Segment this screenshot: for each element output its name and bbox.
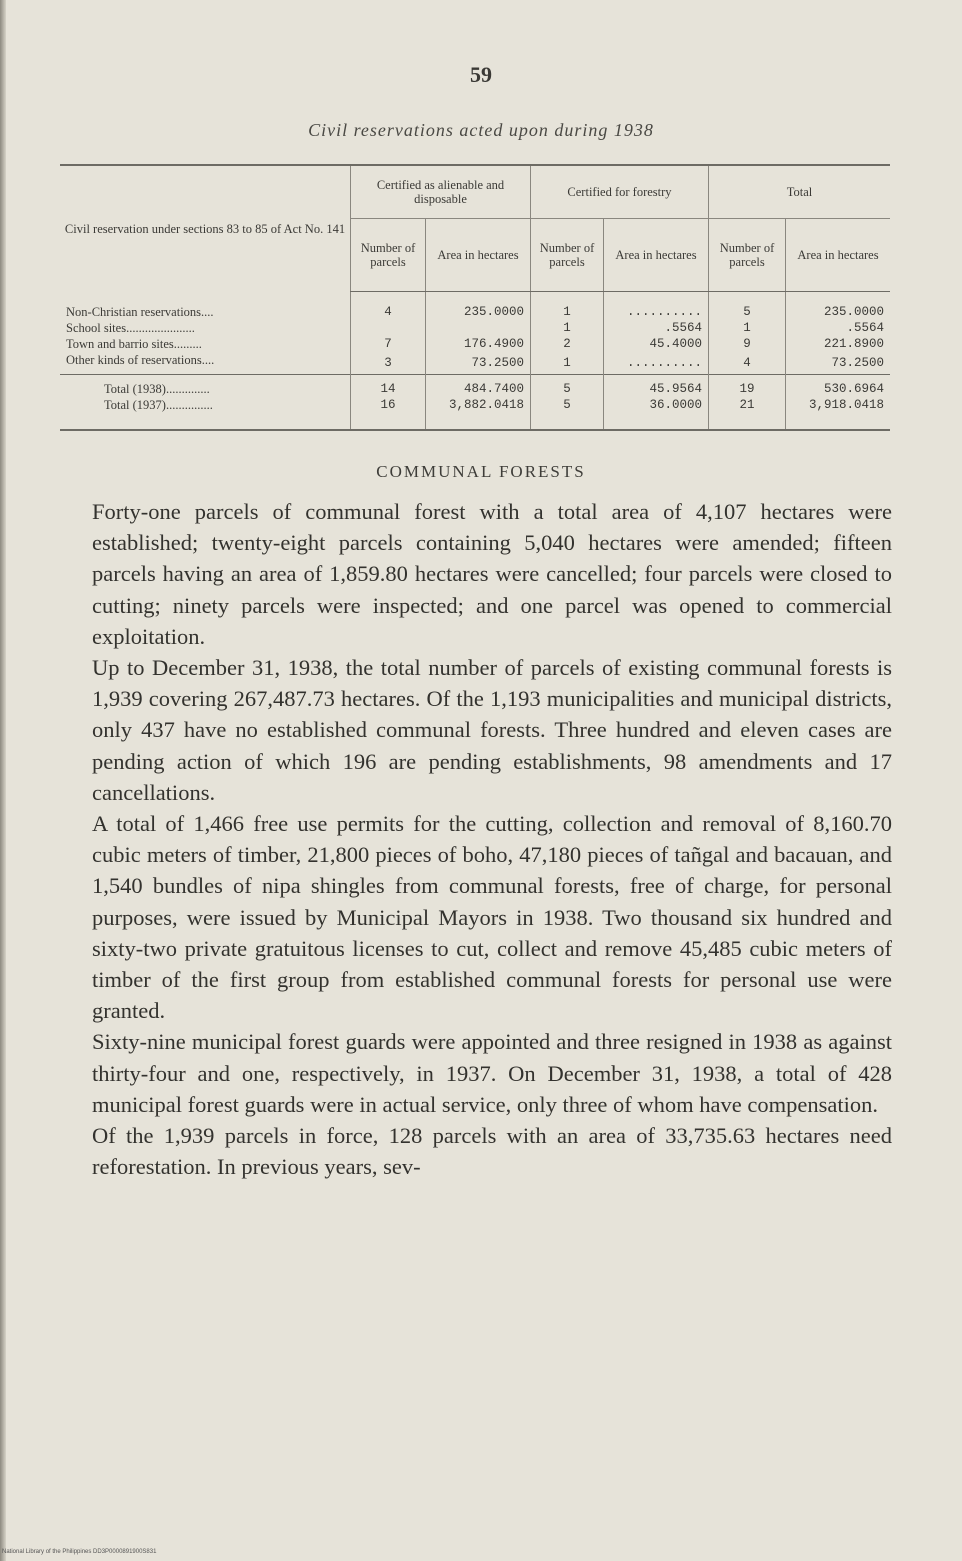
- table-cell: 3,918.0418: [786, 397, 891, 430]
- table-cell: 4: [351, 292, 426, 321]
- subheader-area: Area in hectares: [786, 219, 891, 292]
- table-cell: 235.0000: [426, 292, 531, 321]
- group-header-total: Total: [709, 165, 891, 219]
- subheader-number: Number of parcels: [531, 219, 604, 292]
- table-cell: ..........: [604, 292, 709, 321]
- table-cell: 2: [531, 336, 604, 352]
- table-row: [60, 336, 890, 352]
- table-cell: .5564: [786, 320, 891, 336]
- table-cell: 45.4000: [604, 336, 709, 352]
- paragraph: Of the 1,939 parcels in force, 128 parcels with an area of 33,735.63 hectares need reforestation. In previous years, sev-: [92, 1123, 892, 1180]
- table-cell: 14: [351, 375, 426, 398]
- table-cell: 3,882.0418: [426, 397, 531, 430]
- table-cell: 530.6964: [786, 375, 891, 398]
- table-cell: 21: [709, 397, 786, 430]
- table-cell: 45.9564: [604, 375, 709, 398]
- table-cell: 1: [709, 320, 786, 336]
- table-cell: [426, 320, 531, 336]
- row-label: Non-Christian reservations....: [66, 304, 214, 319]
- table-cell: 3: [351, 352, 426, 375]
- table-cell: 4: [709, 352, 786, 375]
- row-label: Total (1937)...............: [104, 398, 213, 412]
- paragraph: Forty-one parcels of communal forest with a total area of 4,107 hectares were established; twenty-eight parcels containing 5,040 hectares were amended; fifteen parcels having an area of 1,859.80 hectares were cancelled; four parcels were closed to cutting; ninety parcels were inspected; and one parcel was opened to commercial exploitation.: [92, 499, 892, 649]
- table-cell: 5: [531, 397, 604, 430]
- paragraph: A total of 1,466 free use permits for the cutting, collection and removal of 8,160.70 cubic meters of timber, 21,800 pieces of boho, 47,180 pieces of tañgal and bacauan, and 1,540 bundles of nipa shingles from communal forests, free of charge, for personal purposes, were issued by Municipal Mayors in 1938. Two thousand six hundred and sixty-two private gratuitous licenses to cut, collect and remove 45,485 cubic meters of timber of the first group from established communal forests for personal use were granted.: [92, 811, 892, 1024]
- table-row-total: [60, 397, 890, 430]
- row-label: School sites......................: [66, 321, 195, 335]
- paragraph: Sixty-nine municipal forest guards were appointed and three resigned in 1938 as against thirty-four and one, respectively, in 1937. On December 31, 1938, a total of 428 municipal forest guards were in actual service, only three of whom have compensation.: [92, 1029, 892, 1117]
- table-cell: 7: [351, 336, 426, 352]
- table-row: [60, 320, 890, 336]
- table-cell: 36.0000: [604, 397, 709, 430]
- table-cell: 1: [531, 292, 604, 321]
- body-text: [92, 496, 892, 1182]
- table-cell: 73.2500: [786, 352, 891, 375]
- table-cell: 1: [531, 320, 604, 336]
- table-cell: 484.7400: [426, 375, 531, 398]
- section-heading: COMMUNAL FORESTS: [376, 462, 586, 481]
- subheader-number: Number of parcels: [351, 219, 426, 292]
- row-label: Total (1938)..............: [60, 375, 351, 398]
- page-binding-edge: [0, 0, 6, 1561]
- table-cell: 9: [709, 336, 786, 352]
- table-cell: [351, 320, 426, 336]
- row-label: Other kinds of reservations....: [66, 353, 215, 367]
- reservations-table-container: [60, 164, 890, 431]
- group-header-alienable: Certified as alienable and disposable: [351, 165, 531, 219]
- table-cell: 1: [531, 352, 604, 375]
- table-row-total: [60, 375, 890, 398]
- table-cell: 19: [709, 375, 786, 398]
- table-cell: 73.2500: [426, 352, 531, 375]
- stub-header: Civil reservation under sections 83 to 85 of Act No. 141: [64, 221, 346, 236]
- table-cell: ..........: [604, 352, 709, 375]
- paragraph: Up to December 31, 1938, the total number of parcels of existing communal forests is 1,939 covering 267,487.73 hectares. Of the 1,193 municipalities and municipal districts, only 437 have no established communal forests. Three hundred and eleven cases are pending action of which 196 are pending establishments, 98 amendments and 17 cancellations.: [92, 655, 892, 805]
- table-row: [60, 292, 890, 321]
- reservations-table: [60, 164, 890, 431]
- table-cell: 5: [531, 375, 604, 398]
- table-cell: 235.0000: [786, 292, 891, 321]
- subheader-area: Area in hectares: [604, 219, 709, 292]
- table-cell: .5564: [604, 320, 709, 336]
- page-number: 59: [470, 62, 492, 87]
- footer-watermark: National Library of the Philippines DD3P0000891900S831: [2, 1549, 157, 1555]
- group-header-forestry: Certified for forestry: [531, 165, 709, 219]
- row-label: Town and barrio sites.........: [66, 337, 202, 351]
- table-cell: 16: [351, 397, 426, 430]
- table-cell: 176.4900: [426, 336, 531, 352]
- table-cell: 5: [709, 292, 786, 321]
- table-title: Civil reservations acted upon during 1938: [308, 120, 654, 140]
- subheader-number: Number of parcels: [709, 219, 786, 292]
- table-row: [60, 352, 890, 375]
- table-cell: 221.8900: [786, 336, 891, 352]
- subheader-area: Area in hectares: [426, 219, 531, 292]
